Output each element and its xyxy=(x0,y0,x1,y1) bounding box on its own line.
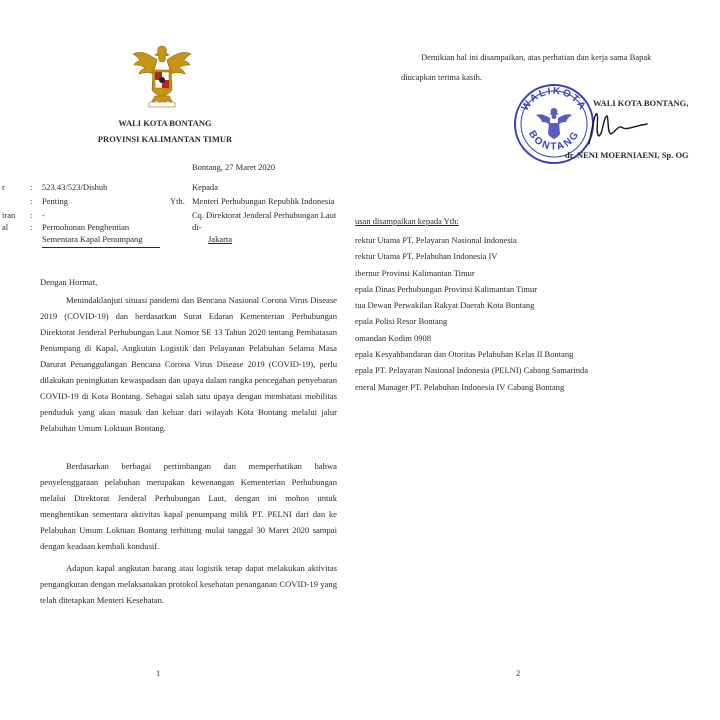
cc-item: epala PT. Pelayaran Nasional Indonesia (PELNI) Cabang Samarinda xyxy=(355,365,589,376)
letter-page-1 xyxy=(0,0,355,720)
meta-colon: : xyxy=(30,222,33,232)
svg-text:WALIKOTA: WALIKOTA xyxy=(519,85,589,114)
svg-text:BONTANG: BONTANG xyxy=(526,128,582,153)
letter-date: Bontang, 27 Maret 2020 xyxy=(192,162,276,172)
cc-item: eneral Manager PT. Pelabuhan Indonesia IV Cabang Bontang xyxy=(355,381,565,392)
meta-label-subject: al xyxy=(2,222,9,232)
cc-item: epala Polisi Resor Bontang xyxy=(355,316,448,327)
meta-colon: : xyxy=(30,196,33,206)
closing-line: diucapkan terima kasih. xyxy=(401,72,482,82)
cc-item: ibernur Provinsi Kalimantan Timur xyxy=(355,267,475,278)
meta-colon: : xyxy=(30,182,33,192)
signatory-title: WALI KOTA BONTANG, xyxy=(593,98,689,108)
recipient-line: Menteri Perhubungan Republik Indonesia xyxy=(192,196,335,206)
cc-item: rektur Utama PT. Pelayaran Nasional Indonesia xyxy=(355,235,517,245)
cc-heading: usan disampaikan kepada Yth: xyxy=(355,216,459,226)
cc-item: omandan Kodim 0908 xyxy=(355,332,432,343)
signatory-name: dr. NENI MOERNIAENI, Sp. OG xyxy=(565,150,689,160)
meta-colon: : xyxy=(30,210,33,220)
cc-list xyxy=(355,232,695,395)
page-number: 1 xyxy=(156,668,161,678)
recipient-place: Jakarta xyxy=(208,234,233,244)
page-number: 2 xyxy=(516,668,521,678)
subject-underline xyxy=(42,247,160,248)
garuda-emblem-icon xyxy=(131,40,193,110)
meta-value-subject: Permohonan Penghentian xyxy=(42,222,130,232)
body-paragraph-2: Berdasarkan berbagai pertimbangan dan memperhatikan bahwa penyelenggaraan pelabuhan merupakan kewenangan Kementerian Perhubungan melalui Direktorat Jenderal Perhubungan Laut, dengan ini mohon untuk menghentikan sementara aktivitas kapal penumpang milik PT. PELNI dari dan ke Pelabuhan Umum Loktuan Bontang terhitung mulai tanggal 30 Maret 2020 sampai dengan keadaan kembali kondusif. xyxy=(40,461,337,551)
meta-value-attachment: - xyxy=(42,210,45,220)
meta-value-nature: Penting xyxy=(42,196,68,206)
closing-line: Demikian hal ini disampaikan, atas perhatian dan kerja sama Bapak xyxy=(421,52,652,62)
letter-page-2 xyxy=(355,0,720,720)
recipient-kepada: Kepada xyxy=(192,182,218,192)
salutation: Dengan Hormat, xyxy=(40,277,98,287)
letterhead-title: WALI KOTA BONTANG xyxy=(118,118,212,128)
body-paragraph-1: Menindaklanjuti situasi pandemi dan Bencana Nasional Corona Virus Disease 2019 (COVID-19) dan berdasarkan Surat Edaran Kementerian Perhubungan Direktorat Jenderal Perhubungan Laut Nomor SE 13 Tahun 2020 tentang Pembatasan Penumpang di Kapal, Angkutan Logistik dan Pelayanan Pelabuhan Selama Masa Darurat Penanggulangan Bencana Corona Virus Disease 2019 (COVID-19), perlu dilakukan peningkatan kewaspadaan dan upaya dalam rangka pencegahan penyebaran COVID-19 di Kota Bontang. Sebagai salah satu upaya dengan membatasi mobilitas penduduk yang akan masuk dan keluar dari wilayah Kota Bontang melalui jalur Pelabuhan Umum Loktuan Bontang. xyxy=(40,295,337,433)
handwritten-signature xyxy=(585,104,651,150)
recipient-line: Cq. Direktorat Jenderal Perhubungan Laut xyxy=(192,210,337,220)
meta-label-number: r xyxy=(2,182,5,192)
cc-item: rektur Utama PT. Pelabuhan Indonesia IV xyxy=(355,251,498,262)
meta-value-subject-cont: Sementara Kapal Penumpang xyxy=(42,234,143,244)
meta-value-number: 523.43/523/Dishub xyxy=(42,182,108,192)
body-paragraph-3: Adapun kapal angkutan barang atau logistik tetap dapat melakukan aktivitas pengangkutan dengan melaksanakan protokol kesehatan penanganan COVID-19 yang telah ditetapkan Menteri Kesehatan. xyxy=(40,563,337,605)
cc-item: epala Kesyahbandaran dan Otoritas Pelabuhan Kelas II Bontang xyxy=(355,349,574,360)
meta-label-attachment: iran xyxy=(2,210,16,220)
recipient-di: di- xyxy=(192,222,202,232)
cc-item: epala Dinas Perhubungan Provinsi Kalimantan Timur xyxy=(355,283,538,294)
recipient-yth: Yth. xyxy=(170,196,185,206)
cc-item: tua Dewan Perwakilan Rakyat Daerah Kota Bontang xyxy=(355,300,535,311)
letterhead-subtitle: PROVINSI KALIMANTAN TIMUR xyxy=(97,134,233,144)
